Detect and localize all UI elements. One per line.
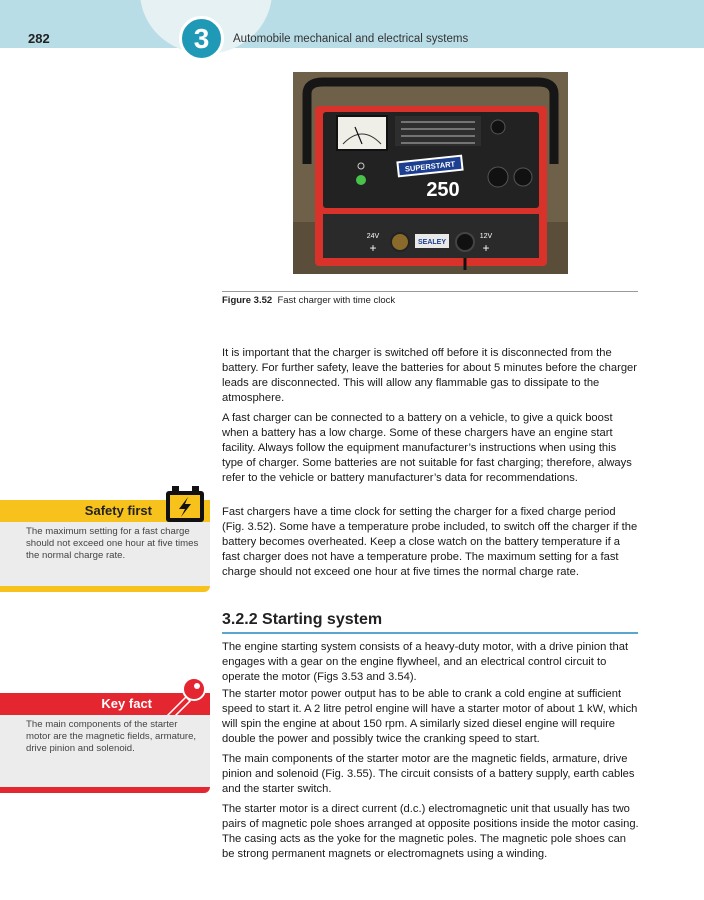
plate-label: SEALEY — [417, 239, 447, 246]
safety-title: Safety first — [84, 503, 152, 518]
paragraph-6: The main components of the starter motor are the magnetic fields, armature, drive pinion and solenoid (Fig. 3.55). The circuit consists of a battery supply, earth cables and the starter switch. — [222, 753, 635, 795]
svg-text:+: + — [369, 241, 377, 255]
paragraph-4: The engine starting system consists of a heavy-duty motor, with a drive pinion that engages with a gear on the engine flywheel, and an electrical control circuit to operate the motor (Figs 3.53 and 3.54). — [222, 641, 629, 683]
figure-photo — [293, 72, 568, 274]
caption-rule — [222, 291, 638, 292]
paragraph-2: A fast charger can be connected to a battery on a vehicle, to give a quick boost when a battery has a low charge. Some of these chargers have an engine start facility. Always follow the equipment manufacturer’s instructions when using this type of charger. Some batteries are not suitable for fast charging; therefore, always refer to the vehicle or battery manufacturer’s data for recommendations. — [222, 412, 632, 484]
keyfact-title: Key fact — [101, 696, 152, 711]
chapter-number-badge: 3 — [179, 16, 224, 61]
caption-text: Fast charger with time clock — [277, 295, 396, 306]
24v-label: 24V — [366, 233, 380, 240]
paragraph-5: The starter motor power output has to be able to crank a cold engine at sufficient speed to start it. A 2 litre petrol engine will have a starter motor of about 1 kW, which will spin the engine at about 150 rpm. A similarly sized diesel engine will require double the power and possibly twice the cranking speed to start. — [222, 688, 638, 745]
safety-bottom-strip — [0, 586, 210, 592]
safety-text: The maximum setting for a fast charge should not exceed one hour at five times the normal charge rate. — [0, 522, 210, 586]
model-label: 250 — [426, 179, 460, 201]
brand-label: SUPERSTART — [404, 159, 456, 174]
keyfact-bottom-strip — [0, 787, 210, 793]
charger-illustration — [293, 72, 568, 274]
paragraph-1: It is important that the charger is switched off before it is disconnected from the battery. For further safety, leave the batteries for about 5 minutes before the charger leads are disconnected. This will allow any flammable gas to dissipate to the atmosphere. — [222, 347, 637, 404]
page-number: 282 — [28, 31, 50, 46]
paragraph-3: Fast chargers have a time clock for setting the charger for a fixed charge period (Fig. 3.52). Some have a temperature probe included, to switch off the charger if the battery becomes overheated. Keep a close watch on the battery temperature if a fast charger does not have a temperature probe. The maximum setting for a fast charge should not exceed one hour at five times the normal charge rate. — [222, 506, 638, 578]
battery-lightning-icon — [164, 486, 206, 524]
key-fact-box — [0, 693, 210, 795]
keyfact-text: The main components of the starter motor are the magnetic fields, armature, drive pinion and solenoid. — [0, 715, 210, 787]
running-title: Automobile mechanical and electrical systems — [233, 33, 469, 45]
safety-first-box — [0, 500, 210, 594]
paragraph-7: The starter motor is a direct current (d.c.) electromagnetic unit that usually has two pairs of magnetic pole shoes arranged at opposite positions inside the motor casing. The casing acts as the yoke for the magnetic poles. The magnetic pole shoes can be strong permanent magnets or electromagnets using a winding. — [222, 803, 639, 860]
12v-label: 12V — [479, 233, 493, 240]
figure-caption — [222, 295, 395, 306]
section-heading: 3.2.2 Starting system — [222, 611, 383, 628]
svg-text:+: + — [482, 241, 490, 255]
section-rule — [222, 632, 638, 634]
caption-label: Figure 3.52 — [222, 295, 273, 306]
